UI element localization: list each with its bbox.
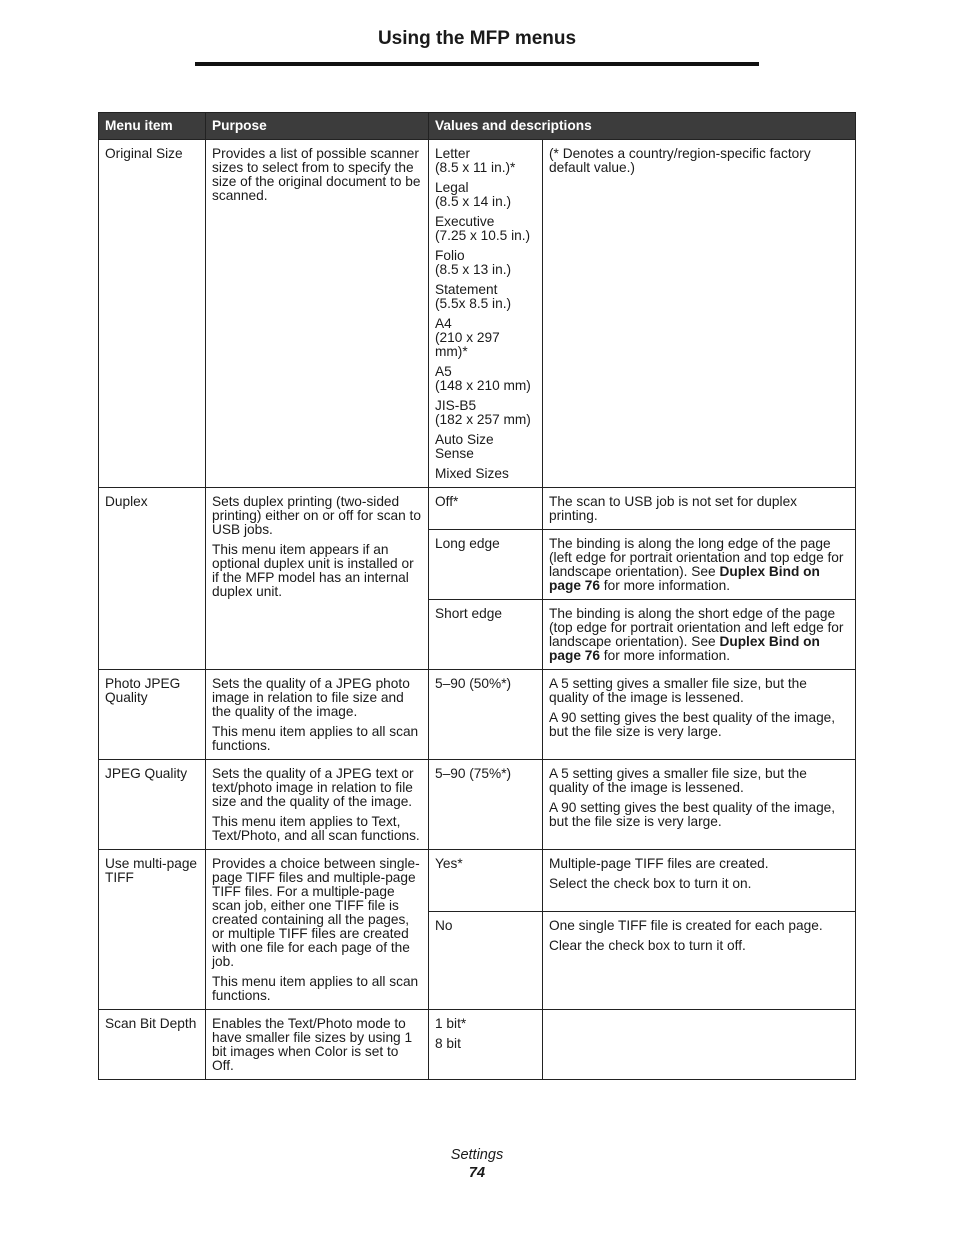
description-cell: The scan to USB job is not set for duplex printing. [543, 488, 856, 530]
value-name: Mixed Sizes [435, 466, 509, 481]
value-cell: No [429, 912, 543, 1010]
purpose-text: Sets the quality of a JPEG text or text/photo image in relation to file size and the quality of the image. [212, 766, 414, 809]
description-cell [543, 912, 856, 1010]
cross-reference: Duplex Bind on page 76 [549, 564, 820, 593]
description-text: One single TIFF file is created for each page. [549, 918, 823, 933]
value-cell: 5–90 (50%*) [429, 670, 543, 760]
purpose-text: This menu item applies to Text, Text/Photo, and all scan functions. [212, 814, 420, 843]
purpose-cell [206, 850, 429, 1010]
purpose-cell [206, 760, 429, 850]
description-cell [543, 670, 856, 760]
purpose-text: Sets the quality of a JPEG photo image in relation to file size and the quality of the image. [212, 676, 410, 719]
purpose-text: Sets duplex printing (two-sided printing) either on or off for scan to USB jobs. [212, 494, 421, 537]
cross-reference: Duplex Bind on page 76 [549, 634, 820, 663]
value-item [435, 365, 536, 393]
description-text: A 90 setting gives the best quality of the image, but the file size is very large. [549, 710, 836, 739]
description-text: A 90 setting gives the best quality of the image, but the file size is very large. [549, 800, 836, 829]
value-size: (210 x 297 mm)* [435, 330, 500, 359]
purpose-cell: Provides a list of possible scanner sizes to select from to specify the size of the original document to be scanned. [206, 140, 429, 488]
purpose-cell [206, 670, 429, 760]
value-cell: 5–90 (75%*) [429, 760, 543, 850]
title-rule [195, 62, 759, 66]
value-name: A4 [435, 316, 452, 331]
table-row-original-size [99, 140, 856, 488]
page-number: 74 [468, 1165, 486, 1181]
menu-item-cell: Duplex [99, 488, 206, 670]
value-name: A5 [435, 364, 452, 379]
table-row-multipage-tiff [99, 850, 856, 912]
value-size: (148 x 210 mm) [435, 378, 531, 393]
value-size: (7.25 x 10.5 in.) [435, 228, 531, 243]
purpose-text: Provides a choice between single-page TIFF files and multiple-page TIFF files. For a multiple-page scan job, either one TIFF file is created containing all the pages, or multiple TIFF files are created with one file for each page of the job. [212, 856, 420, 969]
value-item [435, 283, 536, 311]
description-cell [543, 1010, 856, 1080]
description-cell: (* Denotes a country/region-specific factory default value.) [543, 140, 856, 488]
description-text: Select the check box to turn it on. [549, 876, 752, 891]
menu-item-cell: Photo JPEG Quality [99, 670, 206, 760]
value-name: JIS-B5 [435, 398, 477, 413]
description-text: The binding is along the long edge of the page (left edge for portrait orientation and top edge for landscape orientation). See [549, 536, 844, 579]
table-row-photo-jpeg-quality [99, 670, 856, 760]
value-item [435, 215, 536, 243]
menu-item-cell: Original Size [99, 140, 206, 488]
values-cell [429, 1010, 543, 1080]
value-name: Folio [435, 248, 465, 263]
description-cell [543, 760, 856, 850]
column-header-purpose: Purpose [206, 113, 429, 140]
description-text: The binding is along the short edge of the page (top edge for portrait orientation and left edge for landscape orientation). See [549, 606, 844, 649]
value-item [435, 147, 536, 175]
description-cell [543, 850, 856, 912]
description-text: for more information. [599, 648, 731, 663]
table-row-scan-bit-depth [99, 1010, 856, 1080]
value-size: (5.5x 8.5 in.) [435, 296, 512, 311]
value-text: 8 bit [435, 1036, 461, 1051]
value-cell: Long edge [429, 530, 543, 600]
purpose-text: This menu item applies to all scan functions. [212, 724, 419, 753]
value-name: Executive [435, 214, 495, 229]
value-cell: Off* [429, 488, 543, 530]
value-item [435, 181, 536, 209]
value-text: 1 bit* [435, 1016, 467, 1031]
values-cell [429, 140, 543, 488]
column-header-values: Values and descriptions [429, 113, 856, 140]
value-size: (8.5 x 14 in.) [435, 194, 512, 209]
value-item [435, 399, 536, 427]
value-name: Auto Size Sense [435, 432, 494, 461]
menu-item-cell: JPEG Quality [99, 760, 206, 850]
purpose-text: This menu item appears if an optional duplex unit is installed or if the MFP model has an internal duplex unit. [212, 542, 414, 599]
value-item [435, 317, 536, 359]
value-size: (182 x 257 mm) [435, 412, 531, 427]
value-item [435, 249, 536, 277]
description-text: A 5 setting gives a smaller file size, but the quality of the image is lessened. [549, 766, 807, 795]
page-footer [0, 1146, 954, 1182]
value-item [435, 433, 536, 461]
footer-section-name: Settings [450, 1147, 504, 1163]
column-header-menu-item: Menu item [99, 113, 206, 140]
value-item [435, 467, 536, 481]
menu-item-cell: Scan Bit Depth [99, 1010, 206, 1080]
value-cell: Short edge [429, 600, 543, 670]
value-cell: Yes* [429, 850, 543, 912]
description-cell [543, 600, 856, 670]
table-row-jpeg-quality [99, 760, 856, 850]
table-header-row [99, 113, 856, 140]
description-text: Multiple-page TIFF files are created. [549, 856, 769, 871]
settings-table [98, 112, 856, 1080]
value-name: Letter [435, 146, 471, 161]
value-name: Legal [435, 180, 469, 195]
value-name: Statement [435, 282, 498, 297]
description-text: Clear the check box to turn it off. [549, 938, 746, 953]
description-text: for more information. [599, 578, 731, 593]
purpose-text: This menu item applies to all scan functions. [212, 974, 419, 1003]
purpose-cell [206, 488, 429, 670]
value-size: (8.5 x 11 in.)* [435, 160, 516, 175]
purpose-cell: Enables the Text/Photo mode to have smaller file sizes by using 1 bit images when Color is set to Off. [206, 1010, 429, 1080]
menu-item-cell: Use multi-page TIFF [99, 850, 206, 1010]
table-row-duplex [99, 488, 856, 530]
description-text: A 5 setting gives a smaller file size, but the quality of the image is lessened. [549, 676, 807, 705]
page-title: Using the MFP menus [377, 28, 577, 49]
description-cell [543, 530, 856, 600]
value-size: (8.5 x 13 in.) [435, 262, 512, 277]
